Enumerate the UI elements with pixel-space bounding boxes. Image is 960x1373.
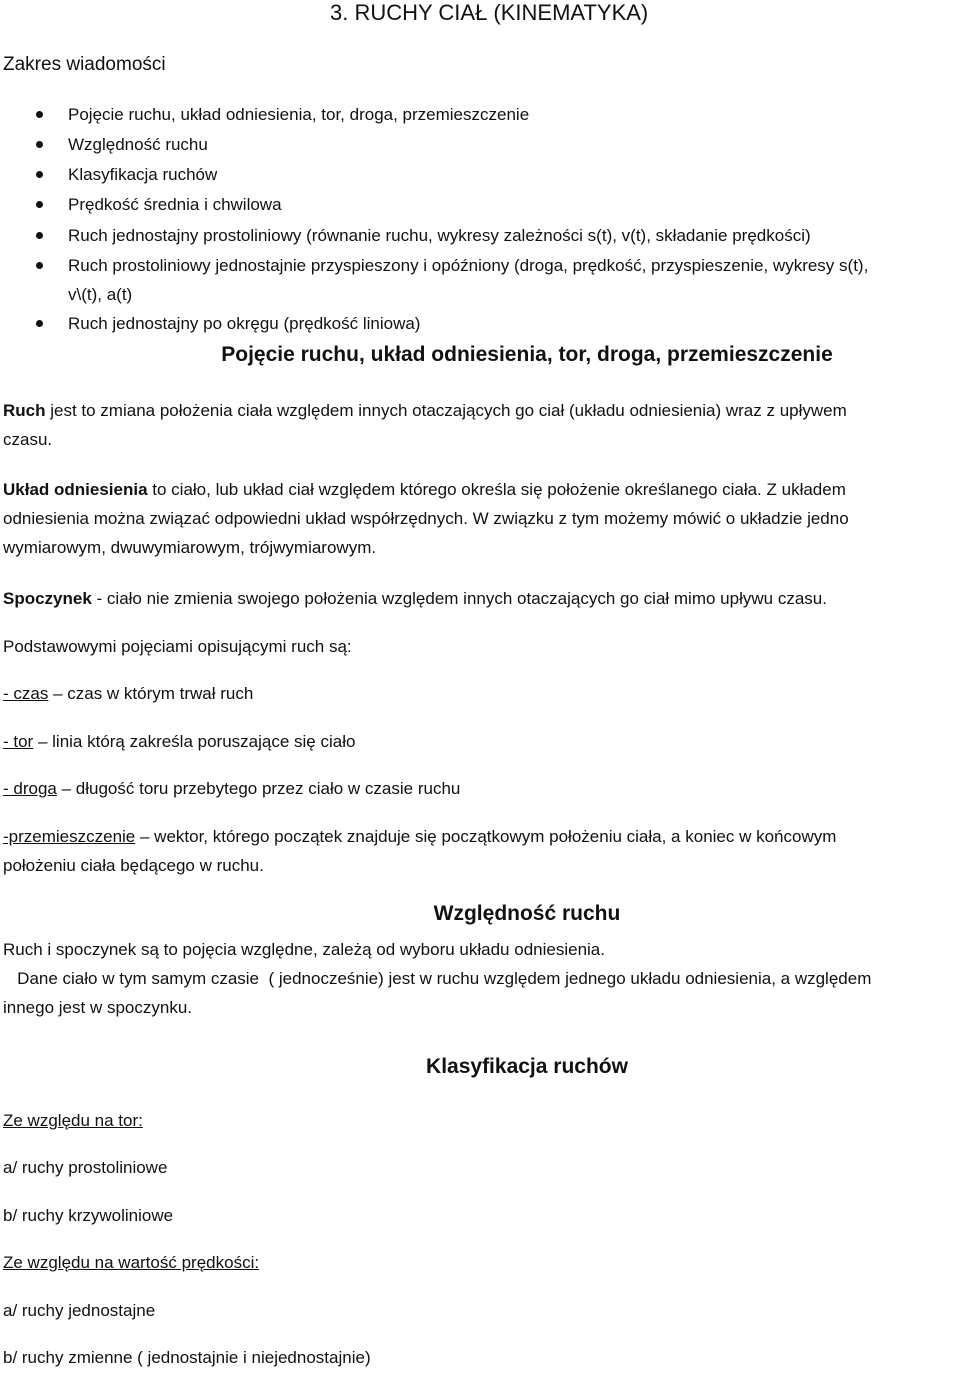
bullet-icon [36,262,43,269]
by-path-heading: Ze względu na tor: [3,1111,143,1130]
concept-przemieszczenie [3,822,953,880]
ruch-term: Ruch [3,401,46,420]
section-heading-classification: Klasyfikacja ruchów [426,1055,628,1078]
path-option-a: a/ ruchy prostoliniowe [3,1158,168,1177]
document-title: 3. RUCHY CIAŁ (KINEMATYKA) [330,0,649,25]
concept-droga [3,779,460,799]
bullet-icon [36,201,43,208]
section-heading-motion-concepts: Pojęcie ruchu, układ odniesienia, tor, droga, przemieszczenie [221,343,833,366]
relativity-line3: innego jest w spoczynku. [3,998,192,1017]
concept-tor [3,732,355,752]
path-option-b: b/ ruchy krzywoliniowe [3,1206,174,1225]
topic-item: Ruch prostoliniowy jednostajnie przyspieszony i opóźniony (droga, prędkość, przyspieszenie, wykresy s(t), [68,256,869,275]
basic-concepts-intro: Podstawowymi pojęciami opisującymi ruch są: [3,637,352,656]
relativity-line1: Ruch i spoczynek są to pojęcia względne, zależą od wyboru układu odniesienia. [3,940,605,959]
uklad-def-line1: to ciało, lub układ ciał względem którego określa się położenie określanego ciała. Z układem [147,480,846,499]
topic-item: Ruch jednostajny prostoliniowy (równanie ruchu, wykresy zależności s(t), v(t), składanie prędkości) [68,226,811,245]
przem-def-line2: położeniu ciała będącego w ruchu. [3,856,264,875]
ruch-def-line2: czasu. [3,430,53,449]
relativity-line2: Dane ciało w tym samym czasie ( jednocześnie) jest w ruchu względem jednego układu odniesienia, a względem [3,969,872,988]
uklad-definition [3,475,953,562]
przem-def-line1: – wektor, którego początek znajduje się początkowym położeniu ciała, a koniec w końcowym [135,827,837,846]
uklad-term: Układ odniesienia [3,480,148,499]
uklad-def-line2: odniesienia można związać odpowiedni układ współrzędnych. W związku z tym możemy mówić o układzie jedno [3,509,849,528]
by-speed-heading: Ze względu na wartość prędkości: [3,1253,260,1272]
droga-term: - droga [3,779,57,798]
relativity-text [3,935,953,1022]
spoczynek-term: Spoczynek [3,589,92,608]
czas-term: - czas [3,684,49,703]
topic-item: Pojęcie ruchu, układ odniesienia, tor, droga, przemieszczenie [68,105,530,124]
spoczynek-def: - ciało nie zmienia swojego położenia względem innych otaczających go ciał mimo upływu czasu. [91,589,827,608]
bullet-icon [36,232,43,239]
ruch-def-line1: jest to zmiana położenia ciała względem innych otaczających go ciał (układu odniesienia) wraz z upływem [45,401,847,420]
tor-def: – linia którą zakreśla poruszające się ciało [33,732,356,751]
bullet-icon [36,141,43,148]
czas-def: – czas w którym trwał ruch [48,684,254,703]
topic-item: Klasyfikacja ruchów [68,165,218,184]
uklad-def-line3: wymiarowym, dwuwymiarowym, trójwymiarowym. [3,538,377,557]
bullet-icon [36,320,43,327]
topic-item-continuation: v\(t), a(t) [68,285,133,304]
przem-term: -przemieszczenie [3,827,136,846]
droga-def: – długość toru przebytego przez ciało w czasie ruchu [56,779,461,798]
bullet-icon [36,111,43,118]
spoczynek-definition [3,584,953,613]
section-heading-relativity: Względność ruchu [433,902,621,925]
bullet-icon [36,171,43,178]
topic-item: Ruch jednostajny po okręgu (prędkość liniowa) [68,314,421,333]
scope-heading: Zakres wiadomości [3,54,166,75]
tor-term: - tor [3,732,34,751]
topic-item: Prędkość średnia i chwilowa [68,195,282,214]
topic-item: Względność ruchu [68,135,208,154]
speed-option-a: a/ ruchy jednostajne [3,1301,156,1320]
ruch-definition [3,396,953,454]
speed-option-b: b/ ruchy zmienne ( jednostajnie i niejednostajnie) [3,1348,371,1367]
concept-czas [3,684,253,704]
